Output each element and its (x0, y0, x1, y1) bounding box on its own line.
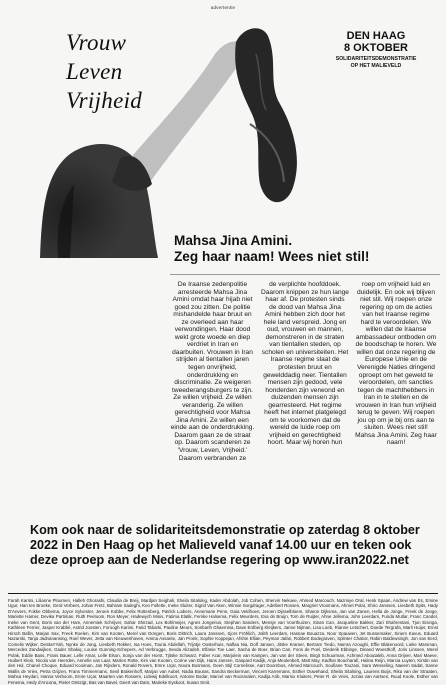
headline-line: Zeg haar naam! Wees niet stil! (174, 249, 370, 264)
separator-line (8, 593, 438, 594)
slogan-line: Leven (66, 59, 123, 84)
headline (174, 233, 439, 265)
body-text (170, 281, 440, 462)
body-column: roep om vrijheid luid en duidelijk. En ook wij blijven niet stil. Wij roepen onze regering op om de acties van het Iraanse regime hard te veroordelen. We willen dat de Iraanse ambassadeur ontboden om de boodschap te horen. We willen dat onze regering de Europese Unie en de Verenigde Naties dringend oproept om het geweld te veroordelen, om sancties tegen de machthebbers in Iran in te stellen en de vrouwen in Iran hun vrijheid terug te geven. Wij roepen jou op om je bij ons aan te sluiten. Wees niet stil! Mahsa Jina Amini. Zeg haar naam! (355, 281, 437, 447)
body-column: De Iraanse zedenpolitie arresteerde Mahsa Jina Amini omdat haar hijab niet goed zou zitten. De politie mishandelde haar bruut en ze overleed aan haar verwondingen. Haar dood wekt grote woede en diep verdriet in Iran en daarbuiten. Vrouwen in Iran strijden al tientallen jaren tegen onvrijheid, onderdrukking en discriminatie. Ze weigeren tweederangsburgers te zijn. Ze willen vrijheid. Ze willen veranderig. Ze willen gerechtigheid voor Mahsa Jina Amini. Ze willen een einde aan de onderdrukking. Daarom gaan ze de straat op. Daarom scanderen ze 'Vrouw, Leven, Vrijheid.' Daarom verbranden ze (170, 281, 255, 462)
event-subtitle-line: OP HET MALIEVELD (350, 63, 402, 69)
signatories-list: Farah Karimi, Lilianne Ploumen, Halleh Ghorashi, Claudia de Breij, Mardjan Seighali, Sheila Sitalsing, Kader Abdolah, Job Cohen, Shervin Nekuee, Ahmed Marcouch, Nazmiye Oral, Henk Spaan, Andrew van Es, Emine Ugur, Han ten Broeke, Gerd Verbeet, Johan Fretz, Bahram Sadeghi, Ken Follette, Ineke Sluiter, Sigrid Van Aken, Winnie Sorgdrager, Adelbert Rossen, Margriet Vroomans, Ahmet Polat, Shiro Janssen, Liesbeth Spits, Hady D'Anvers, Fokke Obbema, Joyce Sylvester, Jeroen Kobbe, Felix Rottenberg, Patrick Lodiers, Annemarie Penn, Gaia Veldhoen, Jeroen Dijsselbloem, Sharon Dijksma, Jan van Zanen, Hella de Jonge, Freek de Jonge, Mariette Hamer, Devika Partiman, Ruth Peetoom, Ron Meyer, Hadewych Minis, Fatima Elatik, Femke Halsema, Felix Meurders, Eva de Bruijn, Tom de Ruijter, Ahne Jellema, John Leerdam, Funda Mutlar, Franc Candel, Ineke van Gent, Boris van der Ham, Annemiek Schrijver, Sahar Shirzad, Lex Bohlmeijer, Agnes Jongerius, Stephan Sanders, Mensje van Voorthuizen, Sinan Can, Jacqueline Bakker, Zari Shahrestani, Tjun Eisinga, Kathleen Ferrier, Jasper Krabbé, Astrid Joosten, Foroogh Karimi, Farid Tabarki, Pauline Meurs, Sonbarih Ghaemina, Dave Erdberg Kleijkers, Janne Nijman, Lisa Loeb, Rianne Letschert, Doede Tergrafa, Marli Huijer, Ernst Hirsch Ballin, Marjan Sax, Freek Roelen, Kim van Kooten, Merel van Dongen, Boris Dittrich, Laura Janssen, Sjors Fröhlich, Jolith Leerdam, Hasnae Bouazza, Noor Spauwen, Jet Bussemaker, Sinem Kavus, Eduard Nazarski, Tanja Jadnanansing, Roel Wever, Jetta van Nieuwenhoven, Amina Assante, Jan Pronk, Sophie Koppejan, Afshin Ellian, Peyman Jafari, Robbert Bodegraven, Splinter Chabot, Rabin Baldewsingh, Jon van Eerd, Comelis Wijker, DeStaYYah, Nynke de Jong, Liesbeth Rekker, Isa Hoes, Touria Abdellah, Trijntje Oosterhuis, Naflaa Nia, Dolf Jansen, Jitske Kramer, Bertram Tiedo, Namra Azoughi, Effie Blakenoord, Lieke Marsman, Mercedes Zandwijken, Gader Shakiq, Louise Gunning-Schepers, Ad Verbrugge, Sevda Alizadeh, Elfanie Toe Laer, Sacha de Boer, Brian Can, Fons de Poel, Diederik Ebbinge, Dinand Woesthoff, Joris Linssen, Merel Polak, Eddie Bass, Frans Bauer, Lelle Amar, Lelle Elson, Sonja van der Horst, Tjitske Schwarz, Faber Acar, Marjolein van Kampen, Jan van der Steen, Birgit Schuurman, Achmed Aboutaleb, Anna Drijver, Mari Maeve, Huibert Klein, Nicola van Heerden, Annefie van Laar, Marten Rotte, Kim van Kooten, Corine van Dijk, Hans Jansen, Gaspard Kadijk, Anja Meulenbelt, Matt May, Kadhar Boucharafi, Halina Reijn, Marcia Luyten, Kirstin van den Hul, Chanel Choque, Eduard Kooiman, Jan Rijnders, Ronald Rovers, Emre Uçar, Noura Bosmans, Geen Stijl Cornelisse, Aart Doornbos, Ahmed Marcouch, Soufiane Touzani, Sara Wesseling, Naeem Sadat, Sanne Wallis de Vries, Petra Grijzen, Frans Timmermans, Sevil Brakenhoff, Marjan van Aubel, Nadia Bouras, Sandra Beckerman, Vincent Karremans, Esther Ouwehand, Sheila Sitalsing, Laurens Buijs, Rika van der Straaten, Mahsa Heydari, Hanna Verboom, Emre Uçar, Maarten van Rossem, Lidewij Edelkoort, Antoine Bodar, Marcel van Roosmalen, Kadija Arib, Marnix Kluiters, Peter R. de Vries, Jozias van Aartsen, Ruud Koole, Esther van Fenema, Hedy d'Ancona, Pieter Omtzigt, Bas van Bavel, Geert van Dam, Marieke Eyskoot, Susan Smit. (8, 598, 438, 685)
slogan (66, 28, 142, 115)
event-city: DEN HAAG (346, 30, 406, 42)
event-date: 8 OKTOBER (344, 42, 408, 54)
event-info (322, 30, 430, 70)
slogan-line: Vrijheid (66, 88, 143, 113)
slogan-line: Vrouw (66, 30, 127, 55)
event-subtitle-line: SOLIDARITEITSDEMONSTRATIE (335, 56, 417, 62)
call-to-action: Kom ook naar de solidariteitsdemonstratie op zaterdag 8 oktober 2022 in Den Haag op het Malieveld vanaf 14.00 uur en teken ook deze oproep aan de Nederlandse regering op www.iran2022.net (30, 523, 420, 567)
divider (170, 274, 440, 275)
event-subtitle (322, 56, 430, 70)
advertisement-label: advertentie (210, 5, 236, 10)
body-column: de verplichte hoofddoek. Daarom knippen ze hun lange haar af. De protesten sinds de dood van Mahsa Jina Amini hebben zich door het hele land verspreid. Jong en oud, vrouwen en mannen, demonstreren in de straten van tientallen steden, op scholen en universiteiten. Het Iraanse regime slaat de protesten bruut en gewelddadig neer. Tientallen mensen zijn gedood, vele honderden zijn verwond en duizenden mensen zijn gearresteerd. Het regime heeft het internet platgelegd om te voorkomen dat de wereld de luide roep om vrijheid en gerechtigheid hoort. Maar wij horen hun (261, 281, 349, 447)
headline-line: Mahsa Jina Amini. (174, 233, 293, 248)
